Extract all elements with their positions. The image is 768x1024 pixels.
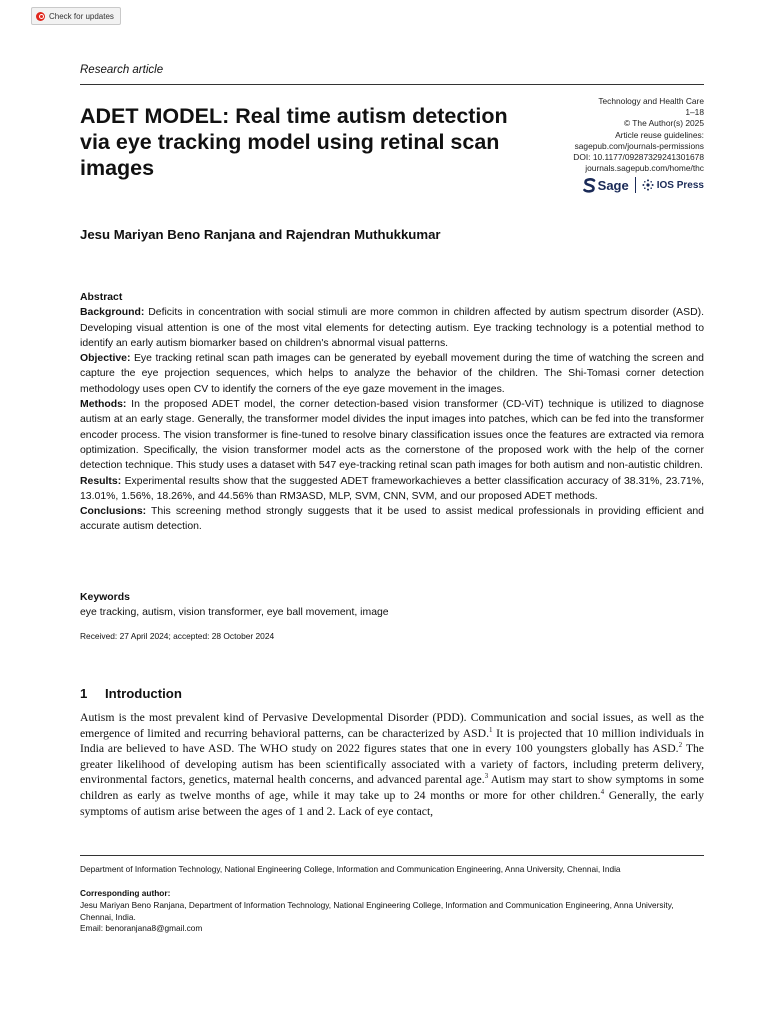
objective-text: Eye tracking retinal scan path images can be generated by eyeball movement during the time of watching the screen and capture the eye projection sequences, which helps to analyze the behavior of the children. The Shi-Tomasi corner detection methodology uses open CV to identify the corners of the eye gaze movement in the images.: [80, 353, 704, 395]
keywords-text: eye tracking, autism, vision transformer, eye ball movement, image: [80, 607, 389, 619]
abstract-background: [80, 305, 704, 351]
sage-s-icon: [583, 178, 596, 193]
intro-text-2: It is projected that 10 million individuals in India are believed to have ASD. The WHO study on 2022 figures states that one in every 100 youngsters globally has ASD.: [80, 726, 704, 756]
sage-logo: [583, 178, 629, 193]
header-divider: [80, 84, 704, 85]
section-number: 1: [80, 686, 88, 701]
results-text: Experimental results show that the suggested ADET frameworkachieves a better classification accuracy of 38.31%, 23.71%, 13.01%, 1.56%, 18.26%, and 44.56% than RM3ASD, MLP, SVM, CNN, SVM, and our proposed ADET methods.: [80, 475, 704, 502]
results-label: Results:: [80, 475, 122, 487]
abstract: [80, 290, 704, 535]
author-list: Jesu Mariyan Beno Ranjana and Rajendran Muthukkumar: [80, 227, 441, 242]
citation-4[interactable]: 4: [600, 788, 605, 797]
doi-link[interactable]: DOI: 10.1177/09287329241301678: [573, 152, 704, 163]
methods-label: Methods:: [80, 399, 127, 411]
corresponding-author-label: Corresponding author:: [80, 888, 171, 898]
sage-wordmark: Sage: [597, 177, 629, 193]
abstract-objective: [80, 351, 704, 397]
abstract-conclusions: [80, 504, 704, 535]
ios-press-wordmark: IOS Press: [656, 179, 704, 191]
ios-press-dots-icon: [642, 179, 654, 191]
check-for-updates-button[interactable]: [31, 7, 121, 25]
abstract-results: [80, 474, 704, 505]
intro-text-4: Autism may start to show symptoms in some children as early as twelve months of age, while it may take up to 24 months or more for other children.: [80, 773, 704, 802]
abstract-heading: Abstract: [80, 292, 123, 303]
copyright: © The Author(s) 2025: [623, 118, 704, 129]
section-heading-introduction: [80, 686, 182, 701]
background-label: Background:: [80, 307, 145, 319]
background-text: Deficits in concentration with social stimuli are more common in children affected by autism spectrum disorder (ASD). Developing visual attention is one of the most vital elements for detecting autism. Eye tracking technology is a potential method to identify an early autism biomarker based on children's abnormal visual patterns.: [80, 307, 704, 349]
methods-text: In the proposed ADET model, the corner detection-based vision transformer (CD-ViT) technique is utilized to diagnose autism at an early stage. Generally, the transformer model divides the input images into patches, which can be fed into the transformer encoder process. The vision transformer is fine-tuned to resolve binary classification issues once the features are extracted via remora optimization. Specifically, the vision transformer model acts as the cornerstone of the proposed work with the help of the corner detection technique. This study uses a dataset with 547 eye-tracking retinal scan path images for both autism and non-autistic children.: [80, 399, 704, 472]
keywords-heading: Keywords: [80, 592, 130, 603]
author-email[interactable]: Email: benoranjana8@gmail.com: [80, 923, 203, 934]
affiliation: Department of Information Technology, National Engineering College, Information and Communication Engineering, Anna University, Chennai, India: [80, 864, 621, 874]
article-title: ADET MODEL: Real time autism detection via eye tracking model using retinal scan images: [80, 104, 508, 180]
journal-home-link[interactable]: journals.sagepub.com/home/thc: [585, 163, 704, 174]
intro-text-1: Autism is the most prevalent kind of Pervasive Developmental Disorder (PDD). Communication and social issues, as well as the emergence of limited and recurring behavioral patterns, can be characterized by ASD.: [80, 711, 704, 740]
corresponding-author: [80, 888, 704, 935]
journal-name: Technology and Health Care: [598, 96, 704, 106]
update-badge-icon: [36, 12, 45, 21]
citation-3[interactable]: 3: [484, 772, 489, 781]
conclusions-label: Conclusions:: [80, 506, 147, 518]
introduction-paragraph: [80, 710, 704, 819]
citation-1[interactable]: 1: [489, 725, 493, 734]
intro-text-5: Generally, the early symptoms of autism arise between the ages of 1 and 2. Lack of eye contact,: [80, 788, 705, 818]
conclusions-text: This screening method strongly suggests that it be used to assist medical professionals in providing efficient and accurate autism detection.: [80, 506, 704, 533]
corresponding-author-text: Jesu Mariyan Beno Ranjana, Department of Information Technology, National Engineering College, Information and Communication Engineering, Anna University, Chennai, India.: [80, 899, 674, 922]
check-for-updates-label: Check for updates: [49, 11, 114, 21]
article-type: Research article: [80, 64, 164, 76]
intro-text-3: The greater likelihood of developing autism has been scientifically associated with a variety of factors, including preterm delivery, environmental factors, genetics, maternal health concerns, and advanced parental age.: [80, 742, 704, 787]
permissions-link[interactable]: sagepub.com/journals-permissions: [574, 140, 704, 151]
footer-divider: [80, 855, 704, 856]
citation-2[interactable]: 2: [678, 741, 683, 750]
journal-meta: [573, 96, 704, 174]
publisher-logos: [583, 177, 704, 193]
section-title: Introduction: [105, 686, 182, 701]
received-accepted-dates: Received: 27 April 2024; accepted: 28 October 2024: [80, 631, 275, 641]
logo-divider: [635, 177, 636, 193]
keywords: [80, 590, 704, 621]
objective-label: Objective:: [80, 353, 131, 365]
ios-press-logo: [642, 179, 704, 191]
reuse-label: Article reuse guidelines:: [615, 129, 704, 140]
abstract-methods: [80, 397, 704, 473]
page-range: 1–18: [685, 107, 704, 118]
